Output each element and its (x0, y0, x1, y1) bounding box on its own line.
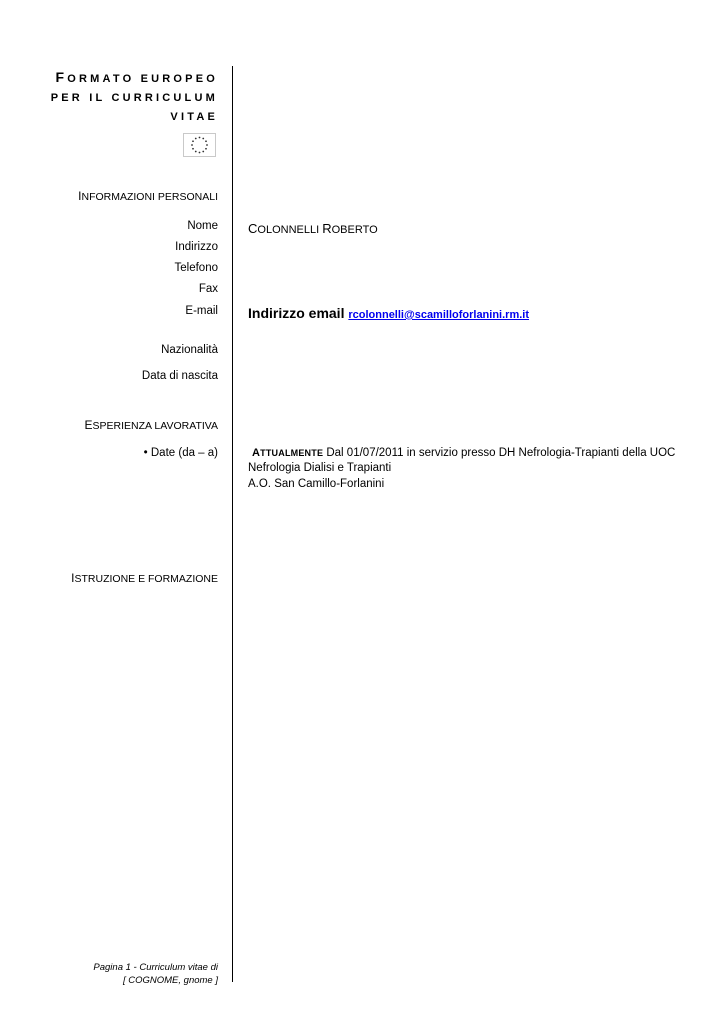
eu-flag-icon (183, 133, 216, 157)
label-nazionalita: Nazionalità (161, 344, 218, 356)
label-date: • Date (da – a) (143, 447, 218, 459)
document-title: FORMATO EUROPEO PER IL CURRICULUM VITAE (50, 69, 218, 123)
email-label: Indirizzo email (248, 305, 345, 321)
section-education: ISTRUZIONE E FORMAZIONE (71, 571, 218, 585)
column-divider (232, 66, 233, 982)
person-name: COLONNELLI ROBERTO (248, 221, 378, 236)
email-link[interactable]: rcolonnelli@scamilloforlanini.rm.it (348, 309, 530, 321)
experience-entry (248, 446, 688, 492)
experience-description: Dal 01/07/2011 in servizio presso DH Nefrologia-Trapianti della UOC Nefrologia Dialisi e Trapianti (248, 447, 676, 474)
label-indirizzo: Indirizzo (175, 241, 218, 253)
label-fax: Fax (198, 283, 218, 295)
page-footer: Pagina 1 - Curriculum vitae di [ COGNOME, gnome ] (93, 962, 218, 986)
section-work-experience: ESPERIENZA LAVORATIVA (84, 418, 218, 432)
label-telefono: Telefono (174, 262, 218, 274)
section-personal-info: INFORMAZIONI PERSONALI (78, 189, 218, 203)
label-email: E-mail (185, 305, 218, 317)
label-data-nascita: Data di nascita (141, 370, 218, 382)
employer: A.O. San Camillo-Forlanini (248, 478, 385, 490)
current-tag: ATTUALMENTE (252, 447, 324, 459)
label-nome: Nome (187, 220, 218, 232)
email-row (248, 305, 529, 321)
